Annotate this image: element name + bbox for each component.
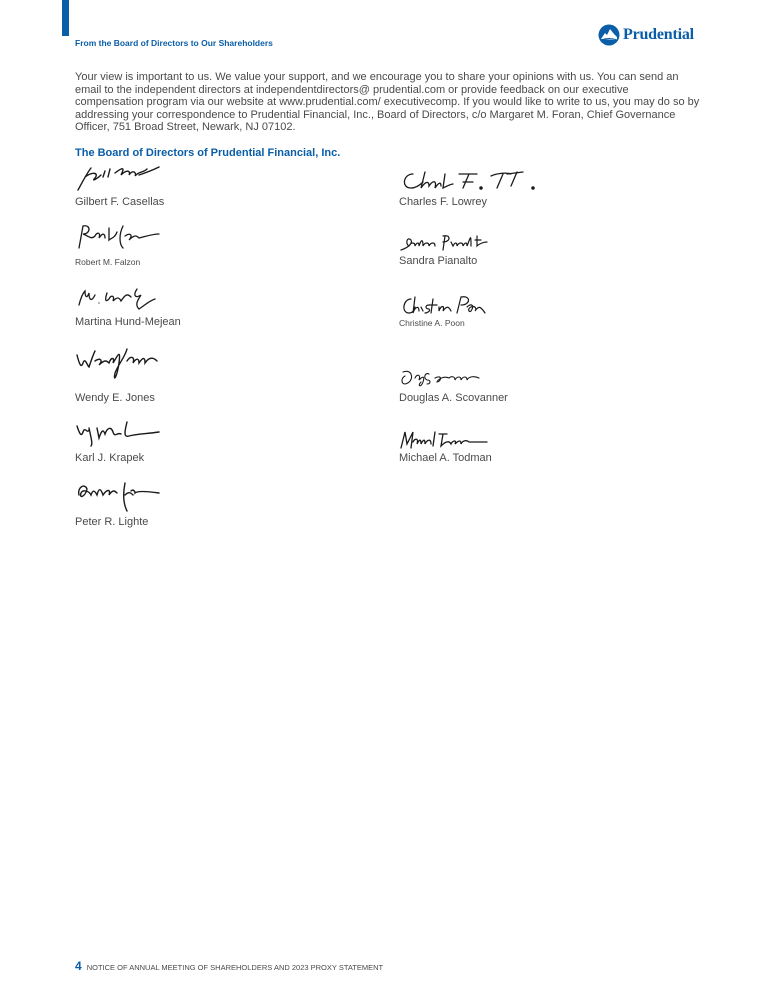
- signatory-name: Michael A. Todman: [399, 452, 492, 464]
- board-heading: The Board of Directors of Prudential Financial, Inc.: [75, 147, 341, 159]
- signatory-name: Robert M. Falzon: [75, 257, 141, 267]
- page-number: 4: [75, 959, 82, 973]
- signature-lowrey: [399, 166, 549, 196]
- signature-lighte: [75, 477, 165, 513]
- logo-wordmark: Prudential: [623, 26, 694, 43]
- signatory-name: Christine A. Poon: [399, 318, 465, 328]
- signature-casellas: [75, 163, 165, 193]
- footer-document-title: NOTICE OF ANNUAL MEETING OF SHAREHOLDERS AND 2023 PROXY STATEMENT: [86, 963, 384, 972]
- signature-krapek: [75, 418, 165, 448]
- signatory-name: Wendy E. Jones: [75, 392, 155, 404]
- prudential-logo: [598, 24, 694, 46]
- signatory-name: Karl J. Krapek: [75, 452, 145, 464]
- signature-jones: [75, 343, 165, 385]
- rock-of-gibraltar-icon: [598, 24, 620, 46]
- header-accent-bar: [62, 0, 69, 36]
- signatory-name: Martina Hund-Mejean: [75, 316, 181, 328]
- signatory-name: Sandra Pianalto: [399, 255, 478, 267]
- signatory-name: Douglas A. Scovanner: [399, 392, 508, 404]
- signature-scovanner: [399, 366, 489, 388]
- signature-pianalto: [399, 232, 489, 254]
- signatory-name: Charles F. Lowrey: [399, 196, 488, 208]
- signatory-name: Peter R. Lighte: [75, 516, 149, 528]
- signature-poon: [399, 293, 489, 319]
- intro-paragraph: Your view is important to us. We value your support, and we encourage you to share your opinions with us. You can send an email to the independent directors at independentdirectors@ prudential.com or provide feedback on our executive compensation program via our website at www.prudential.com/ executivecomp. If you would like to write to us, you may do so by addressing your correspondence to Prudential Financial, Inc., Board of Directors, c/o Margaret M. Foran, Chief Governance Officer, 751 Broad Street, Newark, NJ 07102.: [75, 71, 700, 133]
- signature-falzon: [75, 222, 165, 252]
- signature-todman: [399, 428, 489, 452]
- signature-hund-mejean: [75, 285, 165, 315]
- signatory-name: Gilbert F. Casellas: [75, 196, 165, 208]
- page-footer: [75, 959, 383, 973]
- section-title: From the Board of Directors to Our Shareholders: [75, 38, 273, 48]
